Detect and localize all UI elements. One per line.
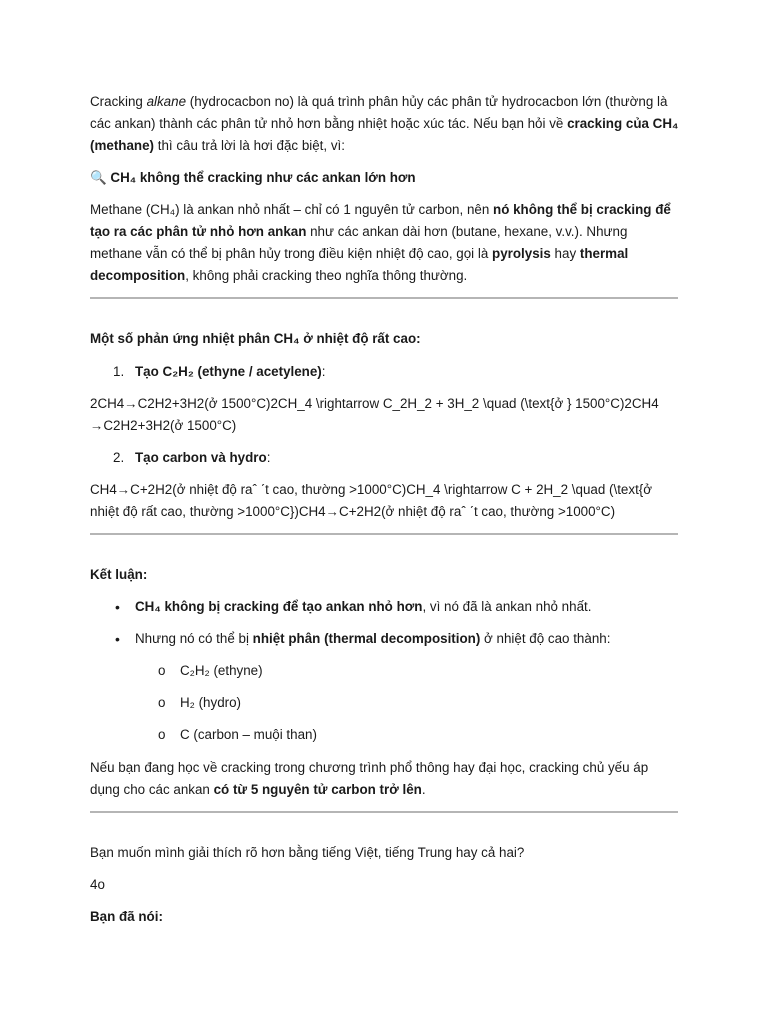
para-bold: thermal decomposition	[90, 246, 629, 283]
methane-paragraph	[90, 199, 682, 287]
para-bold: có từ 5 nguyên tử carbon trở lên	[213, 782, 422, 797]
list-number: 1.	[113, 364, 125, 379]
you-said-label: Bạn đã nói:	[90, 909, 163, 924]
reaction-title	[135, 447, 270, 469]
intro-paragraph	[90, 91, 690, 157]
para-text: Methane (CH₄) là ankan nhỏ nhất – chỉ có 1 nguyên tử carbon, nên	[90, 202, 494, 217]
sub-list-item: C (carbon – muội than)	[180, 727, 317, 742]
model-label: 4o	[90, 877, 105, 892]
intro-text: thì câu trả lời là hơi đặc biệt, vì:	[154, 138, 345, 153]
reaction-equation: 2CH4→C2H2+3H2(ở 1500°C)2CH_4 \rightarrow C_2H_2 + 3H_2 \quad (\text{ở } 1500°C)2CH4 →C2H2+3H2(ở 1500°C)	[90, 396, 659, 433]
divider	[90, 811, 678, 813]
follow-up-question: Bạn muốn mình giải thích rõ hơn bằng tiếng Việt, tiếng Trung hay cả hai?	[90, 845, 525, 860]
reaction-title	[135, 361, 326, 383]
heading-ch4-not-crackable: 🔍 CH₄ không thể cracking như các ankan lớn hơn	[90, 170, 416, 185]
closing-paragraph	[90, 757, 670, 801]
para-bold: pyrolysis	[492, 246, 551, 261]
colon: :	[321, 364, 326, 379]
para-text: như các ankan dài hơn (butane, hexane, v.v.). Nhưng methane vẫn có thể bị phân hủy trong điều kiện nhiệt độ cao, gọi là	[90, 224, 628, 261]
reaction-title-text: Tạo carbon và hydro	[135, 450, 267, 465]
sub-list-item: H₂ (hydro)	[180, 695, 242, 710]
sub-bullet-icon: o	[158, 695, 166, 710]
para-text: .	[421, 782, 426, 797]
intro-bold: cracking của CH₄ (methane)	[90, 116, 679, 153]
para-text: hay	[550, 246, 580, 261]
sub-bullet-icon: o	[158, 727, 166, 742]
divider	[90, 297, 678, 299]
bullet-text: ở nhiệt độ cao thành:	[480, 631, 611, 646]
reaction-title-text: Tạo C₂H₂ (ethyne / acetylene)	[135, 364, 322, 379]
intro-text: Cracking	[90, 94, 147, 109]
bullet-bold: nhiệt phân (thermal decomposition)	[252, 631, 481, 646]
conclusion-bullet	[135, 596, 591, 618]
conclusion-heading: Kết luận:	[90, 567, 148, 582]
sub-bullet-icon: o	[158, 663, 166, 678]
bullet-icon: •	[115, 599, 120, 615]
colon: :	[266, 450, 271, 465]
heading-reactions: Một số phản ứng nhiệt phân CH₄ ở nhiệt độ rất cao:	[90, 331, 421, 346]
sub-list-item: C₂H₂ (ethyne)	[180, 663, 263, 678]
para-text: , không phải cracking theo nghĩa thông thường.	[185, 268, 468, 283]
para-text: Nếu bạn đang học về cracking trong chương trình phổ thông hay đại học, cracking chủ yếu áp dụng cho các ankan	[90, 760, 649, 797]
bullet-text: , vì nó đã là ankan nhỏ nhất.	[422, 599, 592, 614]
divider	[90, 533, 678, 535]
intro-text: (hydrocacbon no) là quá trình phân hủy các phân tử hydrocacbon lớn (thường là các ankan) thành các phân tử nhỏ hơn bằng nhiệt hoặc xúc tác. Nếu bạn hỏi về	[90, 94, 668, 131]
reaction-equation: CH4→C+2H2(ở nhiệt độ raˆ ˊt cao, thường >1000°C)CH_4 \rightarrow C + 2H_2 \quad (\text{ở nhiệt độ rất cao, thường >1000°C})CH4→C+2H2(ở nhiệt độ raˆ ˊt cao, thường >1000°C)	[90, 482, 653, 519]
para-bold: nó không thể bị cracking để tạo ra các phân tử nhỏ hơn ankan	[90, 202, 671, 239]
bullet-text: Nhưng nó có thể bị	[135, 631, 253, 646]
bullet-icon: •	[115, 631, 120, 647]
bullet-bold: CH₄ không bị cracking để tạo ankan nhỏ hơn	[135, 599, 423, 614]
conclusion-bullet	[135, 628, 610, 650]
intro-italic: alkane	[146, 94, 187, 109]
list-number: 2.	[113, 450, 125, 465]
